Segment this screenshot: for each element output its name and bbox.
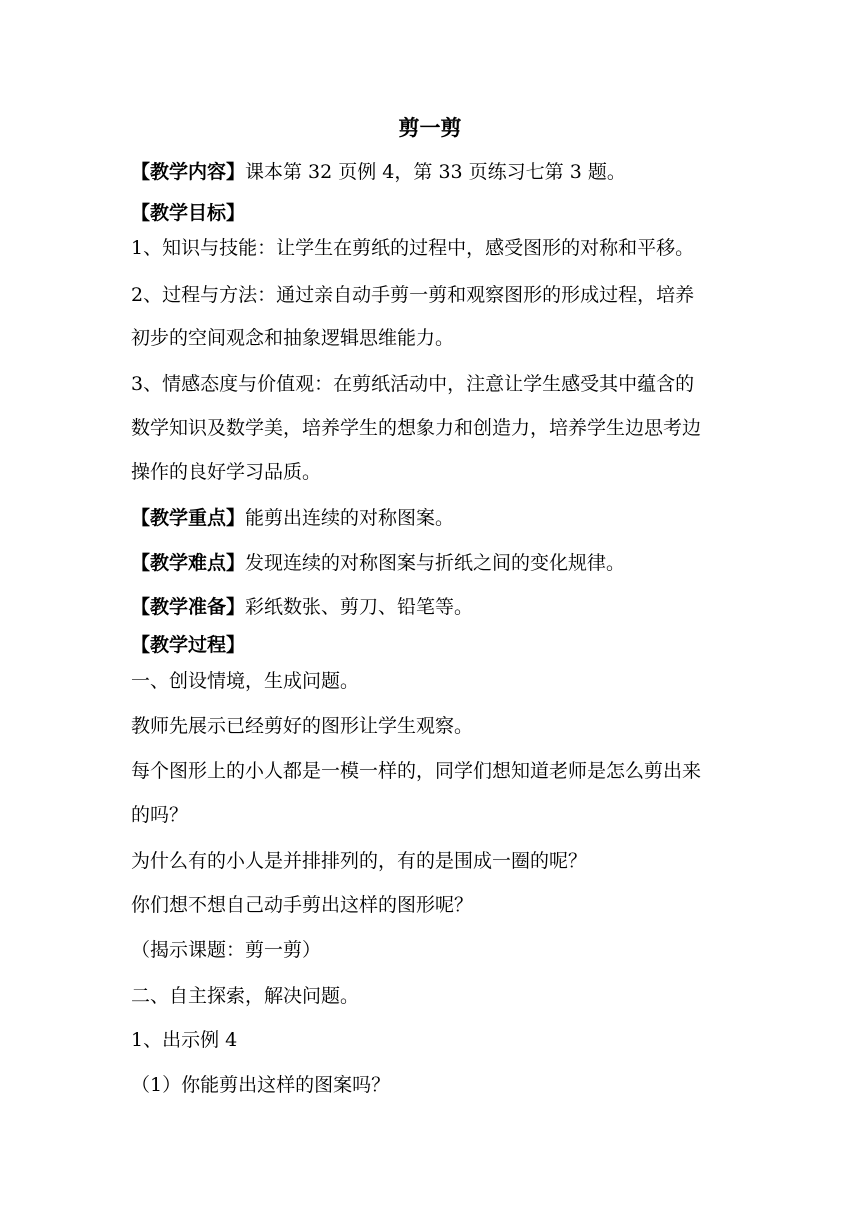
objective-line: 2、过程与方法：通过亲自动手剪一剪和观察图形的形成过程，培养 bbox=[131, 284, 695, 306]
preparation bbox=[131, 595, 751, 619]
process-line: （揭示课题：剪一剪） bbox=[131, 939, 322, 961]
process-line: 教师先展示已经剪好的图形让学生观察。 bbox=[131, 715, 474, 737]
preparation-text: 彩纸数张、剪刀、铅笔等。 bbox=[245, 596, 474, 618]
key-point-label: 【教学重点】 bbox=[131, 507, 246, 529]
process-line: 为什么有的小人是并排排列的，有的是围成一圈的呢？ bbox=[131, 850, 588, 872]
process-line: 1、出示例 4 bbox=[131, 1029, 238, 1051]
difficulty bbox=[131, 551, 751, 575]
key-point-text: 能剪出连续的对称图案。 bbox=[245, 507, 455, 529]
process-line: （1）你能剪出这样的图案吗？ bbox=[131, 1074, 391, 1096]
preparation-label: 【教学准备】 bbox=[131, 596, 246, 618]
teaching-process-heading: 【教学过程】 bbox=[131, 634, 246, 656]
process-line: 的吗？ bbox=[131, 804, 189, 826]
teaching-content bbox=[131, 160, 751, 184]
key-point bbox=[131, 506, 751, 530]
teaching-objectives-heading: 【教学目标】 bbox=[131, 202, 246, 224]
objective-line: 1、知识与技能：让学生在剪纸的过程中，感受图形的对称和平移。 bbox=[131, 237, 695, 259]
teaching-content-label: 【教学内容】 bbox=[131, 161, 246, 183]
difficulty-label: 【教学难点】 bbox=[131, 552, 246, 574]
objective-line: 数学知识及数学美，培养学生的想象力和创造力，培养学生边思考边 bbox=[131, 417, 702, 439]
process-line: 二、自主探索，解决问题。 bbox=[131, 985, 360, 1007]
document-title: 剪一剪 bbox=[398, 115, 462, 140]
process-line: 一、创设情境，生成问题。 bbox=[131, 670, 360, 692]
objective-line: 初步的空间观念和抽象逻辑思维能力。 bbox=[131, 327, 455, 349]
process-line: 你们想不想自己动手剪出这样的图形呢？ bbox=[131, 894, 474, 916]
process-line: 每个图形上的小人都是一模一样的，同学们想知道老师是怎么剪出来 bbox=[131, 760, 702, 782]
teaching-content-text: 课本第 32 页例 4，第 33 页练习七第 3 题。 bbox=[245, 161, 626, 183]
objective-line: 3、情感态度与价值观：在剪纸活动中，注意让学生感受其中蕴含的 bbox=[131, 373, 695, 395]
difficulty-text: 发现连续的对称图案与折纸之间的变化规律。 bbox=[245, 552, 626, 574]
objective-line: 操作的良好学习品质。 bbox=[131, 461, 322, 483]
